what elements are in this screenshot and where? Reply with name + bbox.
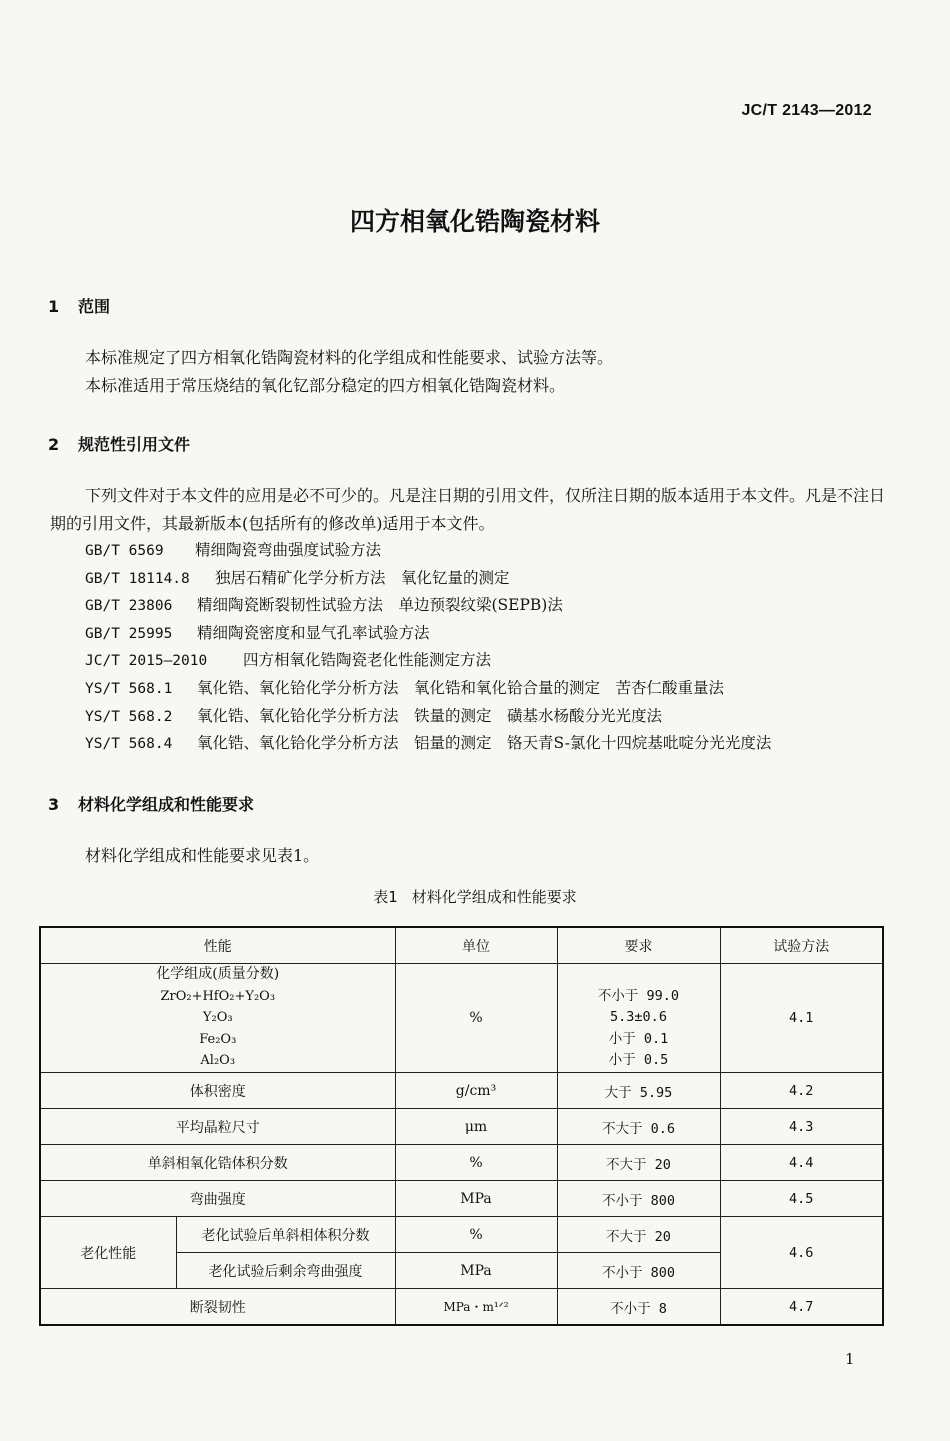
- reference-code: YS/T 568.4: [85, 736, 173, 753]
- method-cell: 4.6: [720, 1217, 883, 1289]
- reference-code: JC/T 2015—2010: [85, 653, 208, 670]
- section-3-heading: [48, 792, 254, 815]
- section-title: 材料化学组成和性能要求: [78, 795, 255, 814]
- section-1-heading: [48, 294, 110, 317]
- section-number: 3: [48, 795, 60, 814]
- reference-list: [85, 537, 771, 758]
- header-property: 性能: [40, 927, 395, 964]
- section-title: 规范性引用文件: [78, 435, 191, 454]
- table-row: [40, 1145, 883, 1181]
- reference-item: [85, 620, 771, 648]
- composition-label: 化学组成(质量分数): [156, 966, 280, 983]
- composition-item: Fe₂O₃: [199, 1031, 237, 1047]
- reference-title: 精细陶瓷断裂韧性试验方法 单边预裂纹梁(SEPB)法: [197, 596, 563, 615]
- header-requirement: 要求: [557, 927, 720, 964]
- section-1-paragraph-2: 本标准适用于常压烧结的氧化钇部分稳定的四方相氧化锆陶瓷材料。: [85, 376, 566, 395]
- reference-item: [85, 730, 771, 758]
- property-cell: 老化试验后剩余弯曲强度: [176, 1253, 395, 1289]
- standard-code: JC/T 2143—2012: [741, 102, 872, 119]
- header-test-method: 试验方法: [720, 927, 883, 964]
- section-1-paragraph-1: 本标准规定了四方相氧化锆陶瓷材料的化学组成和性能要求、试验方法等。: [85, 348, 614, 367]
- reference-title: 精细陶瓷密度和显气孔率试验方法: [197, 623, 430, 642]
- table-row: [40, 1073, 883, 1109]
- reference-title: 氧化锆、氧化铪化学分析方法 氧化锆和氧化铪合量的测定 苦杏仁酸重量法: [197, 678, 725, 697]
- requirement-cell: 不小于 8: [557, 1289, 720, 1326]
- reference-item: [85, 592, 771, 620]
- reference-code: YS/T 568.2: [85, 708, 173, 725]
- composition-method: 4.1: [720, 964, 883, 1073]
- table-row: [40, 1289, 883, 1326]
- unit-cell: MPa: [395, 1253, 557, 1289]
- requirement-cell: 不小于 800: [557, 1253, 720, 1289]
- reference-code: GB/T 23806: [85, 598, 173, 615]
- method-cell: 4.5: [720, 1181, 883, 1217]
- header-unit: 单位: [395, 927, 557, 964]
- reference-title: 氧化锆、氧化铪化学分析方法 铁量的测定 磺基水杨酸分光光度法: [197, 706, 663, 725]
- method-cell: 4.7: [720, 1289, 883, 1326]
- composition-item: ZrO₂+HfO₂+Y₂O₃: [160, 988, 276, 1004]
- method-cell: 4.2: [720, 1073, 883, 1109]
- table-row: [40, 1109, 883, 1145]
- unit-cell: MPa: [395, 1181, 557, 1217]
- composition-item: Al₂O₃: [200, 1053, 236, 1069]
- table-caption-number: 表1: [373, 888, 398, 906]
- property-cell: 体积密度: [40, 1073, 395, 1109]
- composition-unit: %: [395, 964, 557, 1073]
- unit-cell: MPa・m¹ᐟ²: [395, 1289, 557, 1326]
- reference-title: 精细陶瓷弯曲强度试验方法: [195, 541, 382, 559]
- section-number: 2: [48, 435, 60, 454]
- table-row: [40, 1217, 883, 1253]
- composition-requirement: 不小于 99.0: [597, 987, 680, 1004]
- table-row: [40, 1181, 883, 1217]
- composition-property-cell: [40, 964, 395, 1073]
- reference-code: YS/T 568.1: [85, 680, 173, 697]
- reference-code: GB/T 18114.8: [85, 570, 190, 587]
- requirement-cell: 不大于 20: [557, 1145, 720, 1181]
- section-2-heading: [48, 432, 190, 455]
- requirement-cell: 不大于 20: [557, 1217, 720, 1253]
- composition-requirement: 5.3±0.6: [610, 1009, 667, 1026]
- table-caption-title: 材料化学组成和性能要求: [411, 888, 577, 906]
- property-cell: 平均晶粒尺寸: [40, 1109, 395, 1145]
- method-cell: 4.4: [720, 1145, 883, 1181]
- method-cell: 4.3: [720, 1109, 883, 1145]
- reference-item: [85, 703, 771, 731]
- composition-requirements-cell: [557, 964, 720, 1073]
- unit-cell: g/cm³: [395, 1073, 557, 1109]
- unit-cell: %: [395, 1217, 557, 1253]
- aging-label-cell: 老化性能: [40, 1217, 176, 1289]
- reference-title: 独居石精矿化学分析方法 氧化钇量的测定: [215, 568, 510, 587]
- property-cell: 弯曲强度: [40, 1181, 395, 1217]
- section-number: 1: [48, 297, 60, 316]
- composition-item: Y₂O₃: [202, 1010, 233, 1026]
- composition-requirement: 小于 0.1: [608, 1030, 669, 1047]
- document-title: 四方相氧化锆陶瓷材料: [349, 207, 600, 236]
- table-caption: [0, 886, 950, 907]
- reference-item: [85, 675, 771, 703]
- table-row: [40, 964, 883, 1073]
- section-2-intro: 下列文件对于本文件的应用是必不可少的。凡是注日期的引用文件，仅所注日期的版本适用于本文件。凡是不注日期的引用文件，其最新版本(包括所有的修改单)适用于本文件。: [50, 486, 886, 533]
- properties-table: [39, 926, 884, 1326]
- unit-cell: μm: [395, 1109, 557, 1145]
- section-title: 范围: [78, 297, 111, 316]
- reference-title: 四方相氧化锆陶瓷老化性能测定方法: [243, 651, 492, 670]
- reference-item: [85, 565, 771, 593]
- requirement-cell: 不大于 0.6: [557, 1109, 720, 1145]
- reference-title: 氧化锆、氧化铪化学分析方法 铝量的测定 铬天青S-氯化十四烷基吡啶分光光度法: [197, 734, 772, 753]
- reference-code: GB/T 25995: [85, 625, 173, 642]
- section-3-paragraph: 材料化学组成和性能要求见表1。: [85, 846, 320, 865]
- composition-requirement: 小于 0.5: [608, 1052, 669, 1069]
- reference-item: [85, 647, 771, 675]
- property-cell: 老化试验后单斜相体积分数: [176, 1217, 395, 1253]
- page-number: 1: [845, 1350, 855, 1368]
- property-cell: 单斜相氧化锆体积分数: [40, 1145, 395, 1181]
- unit-cell: %: [395, 1145, 557, 1181]
- requirement-cell: 不小于 800: [557, 1181, 720, 1217]
- property-cell: 断裂韧性: [40, 1289, 395, 1326]
- reference-code: GB/T 6569: [85, 543, 164, 559]
- reference-item: [85, 537, 771, 565]
- requirement-cell: 大于 5.95: [557, 1073, 720, 1109]
- table-header-row: [40, 927, 883, 964]
